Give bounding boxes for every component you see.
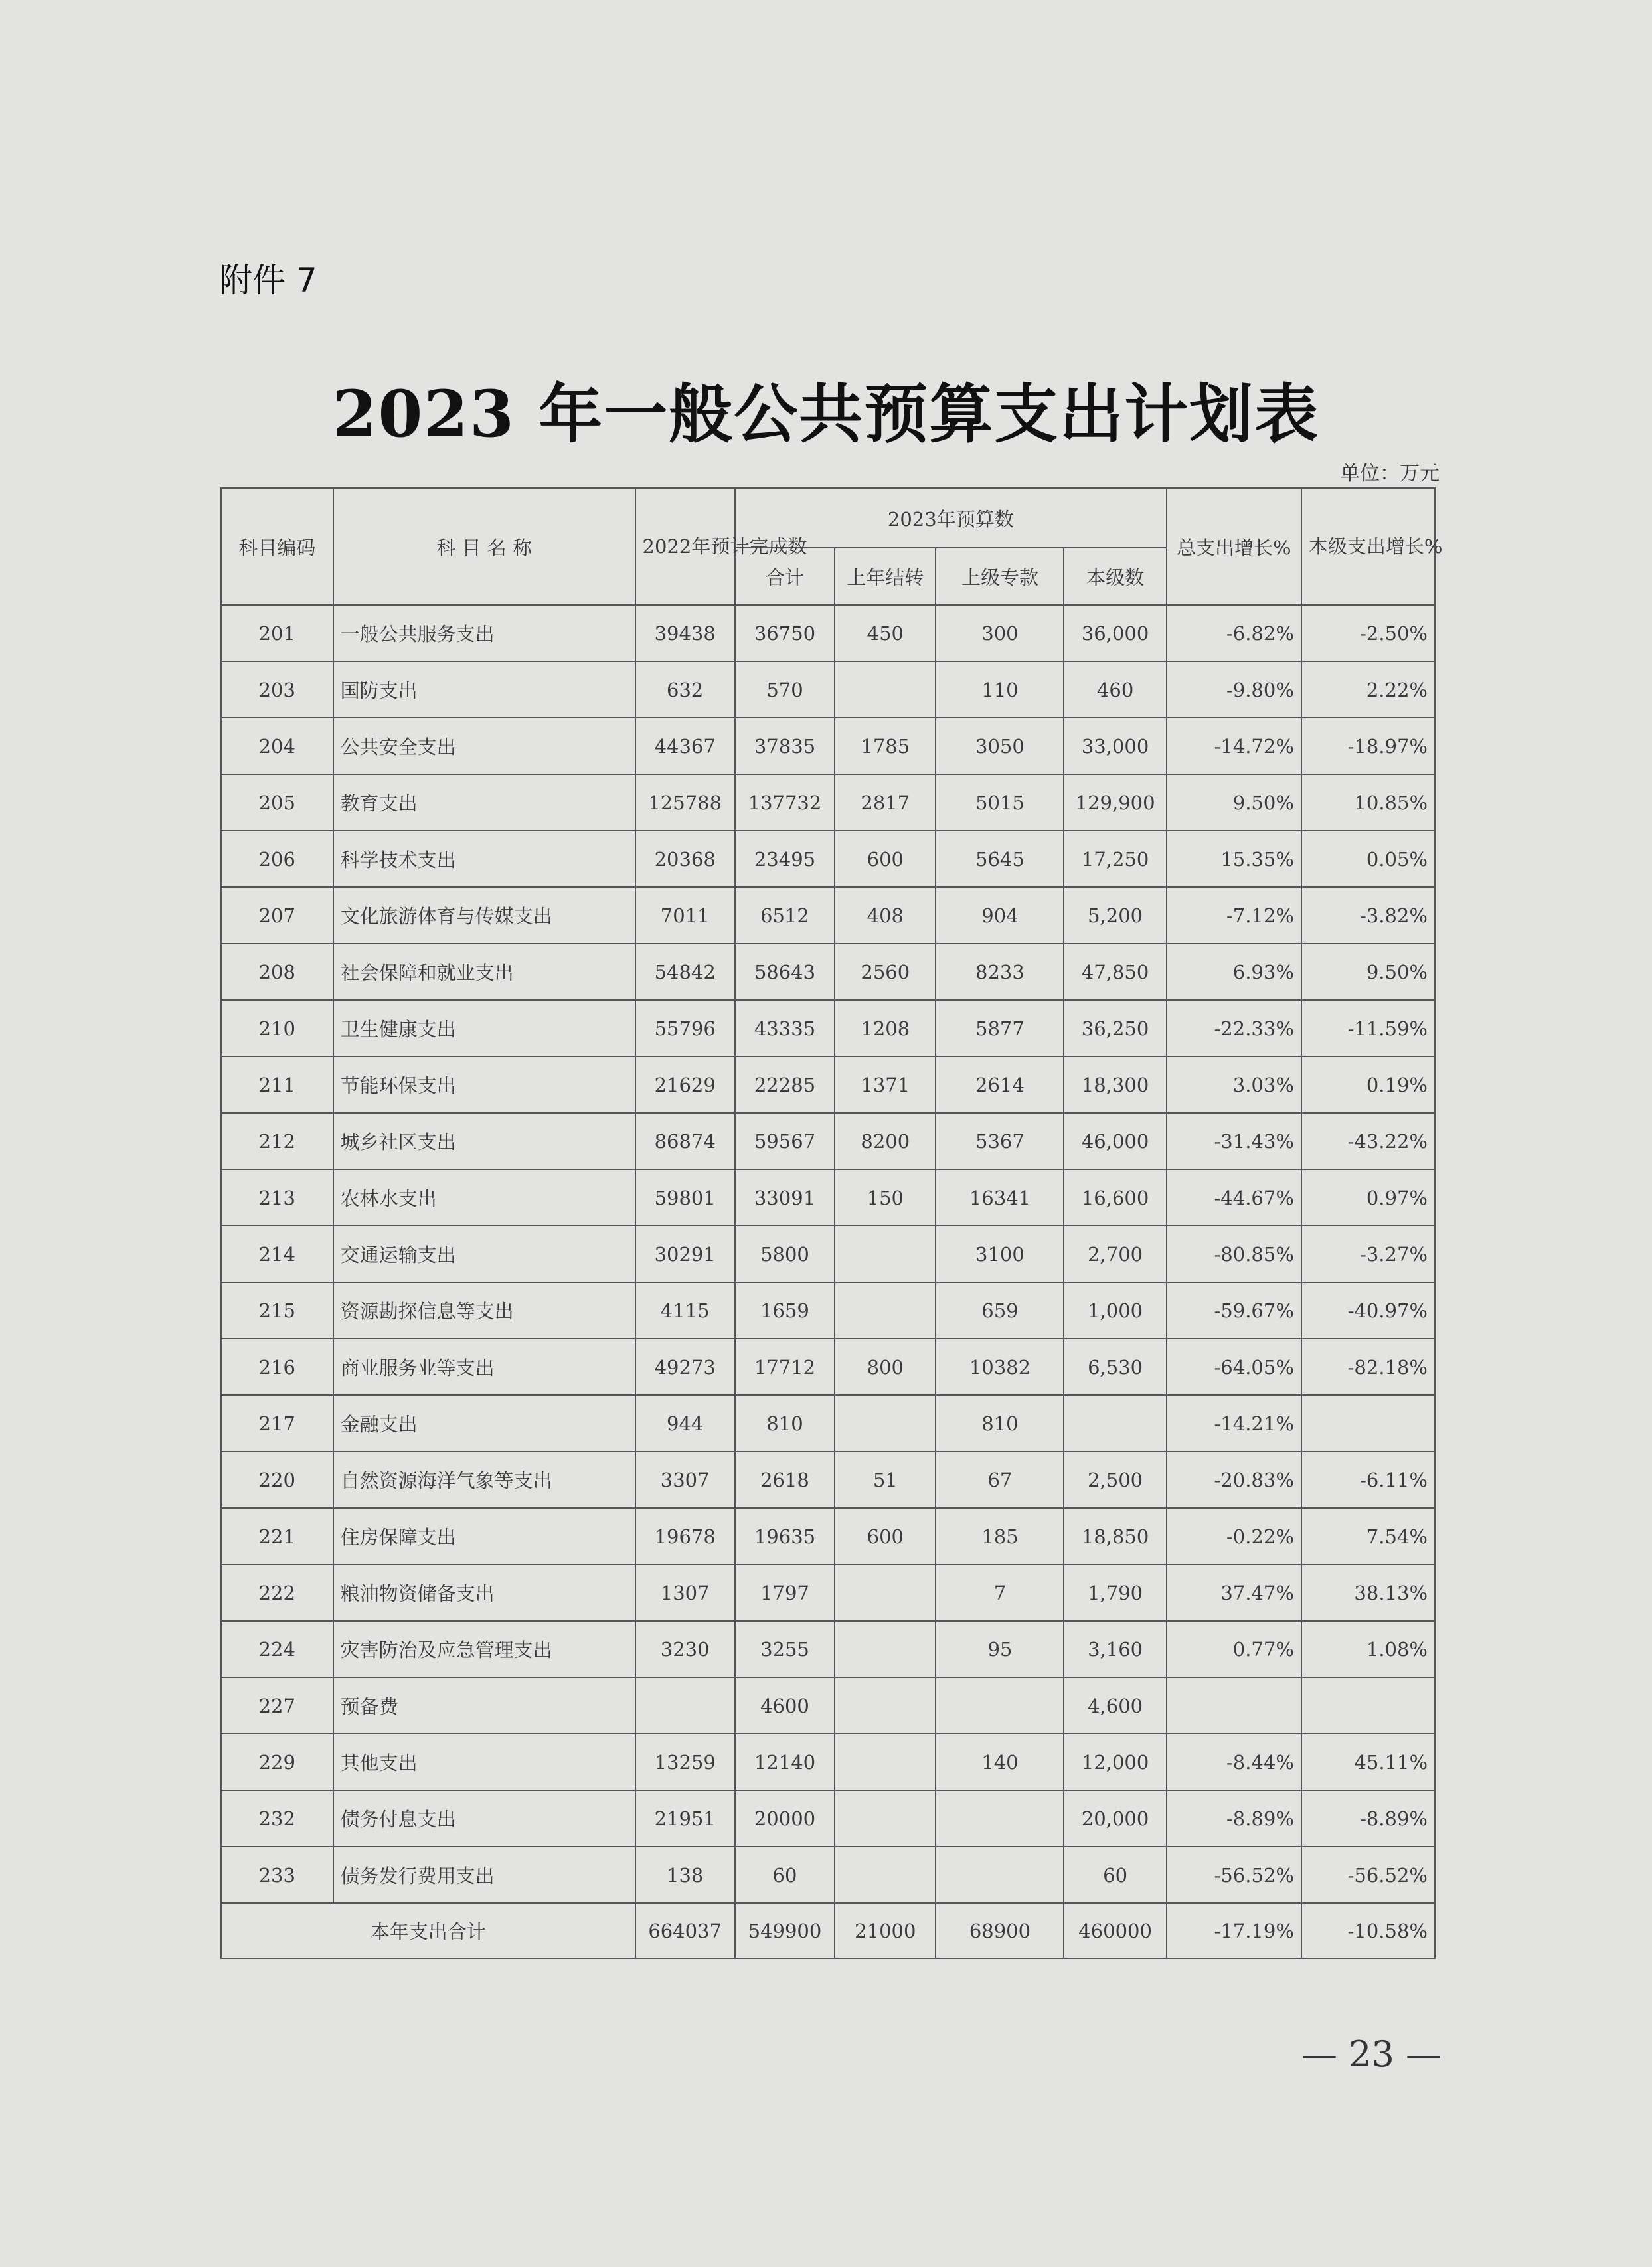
row-carryover: 51 (835, 1452, 936, 1508)
row-name: 城乡社区支出 (333, 1113, 635, 1169)
row-total: 17712 (735, 1339, 835, 1395)
row-growth-own: -40.97% (1301, 1282, 1435, 1339)
row-transfer: 7 (936, 1564, 1064, 1621)
row-total: 2618 (735, 1452, 835, 1508)
row-total: 58643 (735, 944, 835, 1000)
row-carryover: 600 (835, 831, 936, 887)
row-name: 农林水支出 (333, 1169, 635, 1226)
row-name: 交通运输支出 (333, 1226, 635, 1282)
row-growth-total: 15.35% (1167, 831, 1301, 887)
row-growth-total: -9.80% (1167, 661, 1301, 718)
row-name: 文化旅游体育与传媒支出 (333, 887, 635, 944)
row-code: 220 (221, 1452, 333, 1508)
row-growth-own: 9.50% (1301, 944, 1435, 1000)
row-growth-own: 0.05% (1301, 831, 1435, 887)
header-own: 本级数 (1064, 548, 1166, 605)
table-row (221, 605, 1435, 661)
row-transfer: 110 (936, 661, 1064, 718)
row-name: 一般公共服务支出 (333, 605, 635, 661)
table-row (221, 1113, 1435, 1169)
row-transfer (936, 1677, 1064, 1734)
row-own: 460 (1064, 661, 1166, 718)
row-own: 17,250 (1064, 831, 1166, 887)
table-row (221, 1734, 1435, 1790)
row-growth-total: -56.52% (1167, 1847, 1301, 1903)
row-code: 224 (221, 1621, 333, 1677)
row-growth-own: -8.89% (1301, 1790, 1435, 1847)
table-row (221, 1226, 1435, 1282)
row-own: 18,850 (1064, 1508, 1166, 1564)
row-growth-total (1167, 1677, 1301, 1734)
row-carryover: 150 (835, 1169, 936, 1226)
row-carryover: 1371 (835, 1056, 936, 1113)
row-growth-total: -14.21% (1167, 1395, 1301, 1452)
table-row (221, 718, 1435, 774)
header-code: 科目编码 (221, 488, 333, 605)
row-carryover (835, 1734, 936, 1790)
row-growth-own (1301, 1677, 1435, 1734)
row-total: 5800 (735, 1226, 835, 1282)
row-growth-own: -82.18% (1301, 1339, 1435, 1395)
row-transfer: 67 (936, 1452, 1064, 1508)
row-growth-own: 2.22% (1301, 661, 1435, 718)
page-title: 2023 年一般公共预算支出计划表 (332, 377, 1320, 452)
table-row (221, 944, 1435, 1000)
row-growth-total: -31.43% (1167, 1113, 1301, 1169)
row-growth-own: -11.59% (1301, 1000, 1435, 1056)
row-name: 住房保障支出 (333, 1508, 635, 1564)
row-own: 1,000 (1064, 1282, 1166, 1339)
totals-carryover: 21000 (835, 1903, 936, 1958)
row-name: 商业服务业等支出 (333, 1339, 635, 1395)
row-code: 215 (221, 1282, 333, 1339)
row-name: 教育支出 (333, 774, 635, 831)
row-total: 43335 (735, 1000, 835, 1056)
row-prev: 632 (635, 661, 735, 718)
table-row (221, 1564, 1435, 1621)
row-growth-total: -22.33% (1167, 1000, 1301, 1056)
row-total: 4600 (735, 1677, 835, 1734)
totals-label: 本年支出合计 (221, 1903, 635, 1958)
row-total: 20000 (735, 1790, 835, 1847)
row-total: 6512 (735, 887, 835, 944)
page-number: — 23 — (1301, 2033, 1442, 2075)
row-prev: 49273 (635, 1339, 735, 1395)
row-total: 1797 (735, 1564, 835, 1621)
row-prev: 3307 (635, 1452, 735, 1508)
row-own: 36,000 (1064, 605, 1166, 661)
attachment-label: 附件 7 (219, 261, 317, 299)
row-transfer: 5877 (936, 1000, 1064, 1056)
row-carryover (835, 661, 936, 718)
row-code: 205 (221, 774, 333, 831)
row-total: 137732 (735, 774, 835, 831)
row-total: 33091 (735, 1169, 835, 1226)
row-name: 灾害防治及应急管理支出 (333, 1621, 635, 1677)
row-prev: 7011 (635, 887, 735, 944)
row-name: 其他支出 (333, 1734, 635, 1790)
row-carryover (835, 1282, 936, 1339)
row-code: 232 (221, 1790, 333, 1847)
row-prev: 125788 (635, 774, 735, 831)
header-carryover: 上年结转 (835, 548, 936, 605)
row-prev: 4115 (635, 1282, 735, 1339)
row-transfer: 5015 (936, 774, 1064, 831)
row-carryover: 2560 (835, 944, 936, 1000)
row-prev: 1307 (635, 1564, 735, 1621)
row-prev: 19678 (635, 1508, 735, 1564)
row-carryover (835, 1564, 936, 1621)
row-growth-total: -64.05% (1167, 1339, 1301, 1395)
row-transfer: 659 (936, 1282, 1064, 1339)
row-prev: 21951 (635, 1790, 735, 1847)
row-total: 1659 (735, 1282, 835, 1339)
row-code: 210 (221, 1000, 333, 1056)
row-carryover (835, 1847, 936, 1903)
row-name: 社会保障和就业支出 (333, 944, 635, 1000)
row-code: 233 (221, 1847, 333, 1903)
row-prev: 13259 (635, 1734, 735, 1790)
row-total: 3255 (735, 1621, 835, 1677)
row-growth-total: 6.93% (1167, 944, 1301, 1000)
row-total: 12140 (735, 1734, 835, 1790)
row-own: 3,160 (1064, 1621, 1166, 1677)
row-growth-own: -6.11% (1301, 1452, 1435, 1508)
row-code: 206 (221, 831, 333, 887)
row-total: 19635 (735, 1508, 835, 1564)
row-code: 217 (221, 1395, 333, 1452)
row-code: 204 (221, 718, 333, 774)
table-row (221, 1452, 1435, 1508)
row-growth-own (1301, 1395, 1435, 1452)
row-own: 18,300 (1064, 1056, 1166, 1113)
row-growth-own: 1.08% (1301, 1621, 1435, 1677)
row-transfer: 5367 (936, 1113, 1064, 1169)
table-body (221, 605, 1435, 1903)
row-carryover: 2817 (835, 774, 936, 831)
row-prev: 30291 (635, 1226, 735, 1282)
unit-note: 单位：万元 (1340, 462, 1440, 485)
row-growth-total: 3.03% (1167, 1056, 1301, 1113)
row-carryover: 8200 (835, 1113, 936, 1169)
row-carryover: 408 (835, 887, 936, 944)
table-row (221, 1621, 1435, 1677)
row-code: 201 (221, 605, 333, 661)
row-prev: 59801 (635, 1169, 735, 1226)
row-growth-total: -0.22% (1167, 1508, 1301, 1564)
row-carryover (835, 1226, 936, 1282)
row-prev: 54842 (635, 944, 735, 1000)
row-transfer: 8233 (936, 944, 1064, 1000)
header-total: 合计 (735, 548, 835, 605)
row-code: 216 (221, 1339, 333, 1395)
row-name: 预备费 (333, 1677, 635, 1734)
row-carryover (835, 1395, 936, 1452)
row-prev: 944 (635, 1395, 735, 1452)
header-growth-own: 本级支出增长% (1301, 488, 1435, 605)
row-transfer: 95 (936, 1621, 1064, 1677)
table-row (221, 1790, 1435, 1847)
row-carryover: 450 (835, 605, 936, 661)
row-growth-own: 10.85% (1301, 774, 1435, 831)
row-own: 20,000 (1064, 1790, 1166, 1847)
row-growth-own: -3.27% (1301, 1226, 1435, 1282)
row-growth-total: -59.67% (1167, 1282, 1301, 1339)
budget-table (220, 487, 1443, 1959)
row-carryover (835, 1621, 936, 1677)
row-prev: 138 (635, 1847, 735, 1903)
row-growth-own: 45.11% (1301, 1734, 1435, 1790)
row-prev: 44367 (635, 718, 735, 774)
row-total: 22285 (735, 1056, 835, 1113)
row-growth-total: -7.12% (1167, 887, 1301, 944)
row-code: 211 (221, 1056, 333, 1113)
row-growth-own: 7.54% (1301, 1508, 1435, 1564)
row-code: 214 (221, 1226, 333, 1282)
row-carryover (835, 1677, 936, 1734)
row-code: 213 (221, 1169, 333, 1226)
row-own: 47,850 (1064, 944, 1166, 1000)
row-code: 222 (221, 1564, 333, 1621)
row-own: 2,700 (1064, 1226, 1166, 1282)
row-own: 16,600 (1064, 1169, 1166, 1226)
row-carryover (835, 1790, 936, 1847)
row-carryover: 800 (835, 1339, 936, 1395)
table-row (221, 1282, 1435, 1339)
table-row (221, 1395, 1435, 1452)
row-name: 自然资源海洋气象等支出 (333, 1452, 635, 1508)
row-name: 科学技术支出 (333, 831, 635, 887)
row-prev: 86874 (635, 1113, 735, 1169)
table-row (221, 831, 1435, 887)
row-transfer (936, 1847, 1064, 1903)
row-transfer: 904 (936, 887, 1064, 944)
row-code: 208 (221, 944, 333, 1000)
row-transfer (936, 1790, 1064, 1847)
row-transfer: 185 (936, 1508, 1064, 1564)
table-row (221, 661, 1435, 718)
row-prev (635, 1677, 735, 1734)
row-code: 229 (221, 1734, 333, 1790)
row-prev: 21629 (635, 1056, 735, 1113)
row-growth-own: 0.19% (1301, 1056, 1435, 1113)
row-growth-total: -8.44% (1167, 1734, 1301, 1790)
totals-own: 460000 (1064, 1903, 1166, 1958)
row-own: 129,900 (1064, 774, 1166, 831)
totals-growth-total: -17.19% (1167, 1903, 1301, 1958)
row-own: 2,500 (1064, 1452, 1166, 1508)
table-row (221, 1508, 1435, 1564)
row-own: 36,250 (1064, 1000, 1166, 1056)
header-growth-total: 总支出增长% (1167, 488, 1301, 605)
row-total: 37835 (735, 718, 835, 774)
row-growth-own: 0.97% (1301, 1169, 1435, 1226)
row-growth-own: -3.82% (1301, 887, 1435, 944)
row-name: 公共安全支出 (333, 718, 635, 774)
row-total: 810 (735, 1395, 835, 1452)
row-transfer: 3100 (936, 1226, 1064, 1282)
row-prev: 20368 (635, 831, 735, 887)
totals-transfer: 68900 (936, 1903, 1064, 1958)
header-row-top (221, 488, 1435, 548)
row-growth-total: 0.77% (1167, 1621, 1301, 1677)
row-code: 227 (221, 1677, 333, 1734)
table-row (221, 1339, 1435, 1395)
row-transfer: 300 (936, 605, 1064, 661)
row-growth-own: 38.13% (1301, 1564, 1435, 1621)
row-growth-total: -20.83% (1167, 1452, 1301, 1508)
table-row (221, 1000, 1435, 1056)
row-growth-own: -18.97% (1301, 718, 1435, 774)
row-prev: 55796 (635, 1000, 735, 1056)
row-name: 卫生健康支出 (333, 1000, 635, 1056)
row-total: 36750 (735, 605, 835, 661)
row-growth-own: -56.52% (1301, 1847, 1435, 1903)
row-transfer: 810 (936, 1395, 1064, 1452)
row-total: 570 (735, 661, 835, 718)
table-row (221, 1677, 1435, 1734)
row-own: 46,000 (1064, 1113, 1166, 1169)
row-transfer: 2614 (936, 1056, 1064, 1113)
row-name: 节能环保支出 (333, 1056, 635, 1113)
row-code: 203 (221, 661, 333, 718)
row-transfer: 140 (936, 1734, 1064, 1790)
row-name: 债务发行费用支出 (333, 1847, 635, 1903)
row-growth-total: -8.89% (1167, 1790, 1301, 1847)
row-transfer: 3050 (936, 718, 1064, 774)
row-prev: 3230 (635, 1621, 735, 1677)
header-name: 科 目 名 称 (333, 488, 635, 605)
row-own: 33,000 (1064, 718, 1166, 774)
row-growth-own: -2.50% (1301, 605, 1435, 661)
totals-prev: 664037 (635, 1903, 735, 1958)
row-transfer: 16341 (936, 1169, 1064, 1226)
row-growth-own: -43.22% (1301, 1113, 1435, 1169)
row-own: 1,790 (1064, 1564, 1166, 1621)
row-growth-total: 9.50% (1167, 774, 1301, 831)
row-own: 60 (1064, 1847, 1166, 1903)
header-prev: 2022年预计完成数 (635, 488, 735, 605)
row-code: 221 (221, 1508, 333, 1564)
row-own (1064, 1395, 1166, 1452)
row-name: 债务付息支出 (333, 1790, 635, 1847)
table-row (221, 887, 1435, 944)
row-own: 12,000 (1064, 1734, 1166, 1790)
row-transfer: 10382 (936, 1339, 1064, 1395)
row-name: 国防支出 (333, 661, 635, 718)
row-code: 212 (221, 1113, 333, 1169)
table-row (221, 1169, 1435, 1226)
row-growth-total: -6.82% (1167, 605, 1301, 661)
totals-total: 549900 (735, 1903, 835, 1958)
table-row (221, 1056, 1435, 1113)
row-transfer: 5645 (936, 831, 1064, 887)
row-total: 59567 (735, 1113, 835, 1169)
row-carryover: 1208 (835, 1000, 936, 1056)
row-total: 60 (735, 1847, 835, 1903)
row-growth-total: 37.47% (1167, 1564, 1301, 1621)
row-own: 5,200 (1064, 887, 1166, 944)
row-name: 金融支出 (333, 1395, 635, 1452)
table-row (221, 774, 1435, 831)
row-growth-total: -44.67% (1167, 1169, 1301, 1226)
table-row (221, 1847, 1435, 1903)
totals-growth-own: -10.58% (1301, 1903, 1435, 1958)
row-total: 23495 (735, 831, 835, 887)
row-name: 资源勘探信息等支出 (333, 1282, 635, 1339)
row-name: 粮油物资储备支出 (333, 1564, 635, 1621)
row-carryover: 1785 (835, 718, 936, 774)
row-growth-total: -80.85% (1167, 1226, 1301, 1282)
row-carryover: 600 (835, 1508, 936, 1564)
row-own: 4,600 (1064, 1677, 1166, 1734)
row-prev: 39438 (635, 605, 735, 661)
header-budget-group: 2023年预算数 (735, 488, 1167, 548)
row-own: 6,530 (1064, 1339, 1166, 1395)
row-growth-total: -14.72% (1167, 718, 1301, 774)
header-transfer: 上级专款 (936, 548, 1064, 605)
totals-row (221, 1903, 1435, 1958)
row-code: 207 (221, 887, 333, 944)
